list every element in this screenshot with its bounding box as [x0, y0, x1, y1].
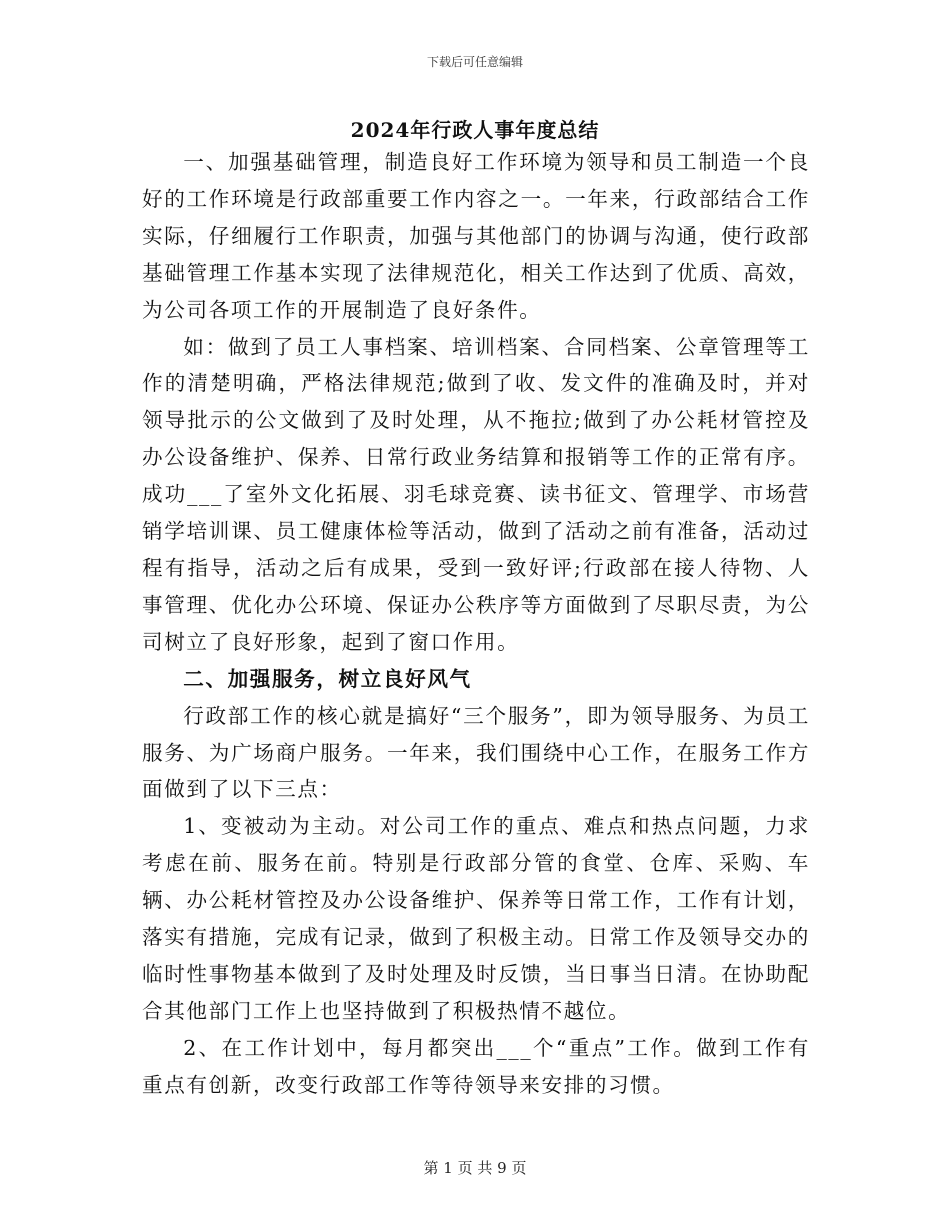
document-title: 2024年行政人事年度总结: [350, 118, 600, 142]
paragraph: 2、在工作计划中，每月都突出___个“重点”工作。做到工作有重点有创新，改变行政部工作等待领导来安排的习惯。: [142, 1035, 810, 1097]
paragraph: 行政部工作的核心就是搞好“三个服务”，即为领导服务、为员工服务、为广场商户服务。一年来，我们围绕中心工作，在服务工作方面做到了以下三点：: [142, 703, 811, 802]
paragraph: 如：做到了员工人事档案、培训档案、合同档案、公章管理等工作的清楚明确，严格法律规范;做到了收、发文件的准确及时，并对领导批示的公文做到了及时处理，从不拖拉;做到了办公耗材管控及办公设备维护、保养、日常行政业务结算和报销等工作的正常有序。成功___了室外文化拓展、羽毛球竞赛、读书征文、管理学、市场营销学培训课、员工健康体检等活动，做到了活动之前有准备，活动过程有指导，活动之后有成果，受到一致好评;行政部在接人待物、人事管理、优化办公环境、保证办公秩序等方面做到了尽职尽责，为公司树立了良好形象，起到了窗口作用。: [142, 334, 810, 654]
paragraph: 一、加强基础管理，制造良好工作环境为领导和员工制造一个良好的工作环境是行政部重要工作内容之一。一年来，行政部结合工作实际，仔细履行工作职责，加强与其他部门的协调与沟通，使行政部基础管理工作基本实现了法律规范化，相关工作达到了优质、高效，为公司各项工作的开展制造了良好条件。: [142, 150, 810, 322]
header-note: 下载后可任意编辑: [426, 55, 523, 69]
section-heading: 二、加强服务，树立良好风气: [183, 666, 472, 691]
paragraph: 1、变被动为主动。对公司工作的重点、难点和热点问题，力求考虑在前、服务在前。特别是行政部分管的食堂、仓库、采购、车辆、办公耗材管控及办公设备维护、保养等日常工作，工作有计划，落实有措施，完成有记录，做到了积极主动。日常工作及领导交办的临时性事物基本做到了及时处理及时反馈，当日事当日清。在协助配合其他部门工作上也坚持做到了积极热情不越位。: [142, 814, 810, 1023]
document-body: [142, 144, 810, 1104]
page-number: 第 1 页 共 9 页: [423, 1159, 527, 1177]
